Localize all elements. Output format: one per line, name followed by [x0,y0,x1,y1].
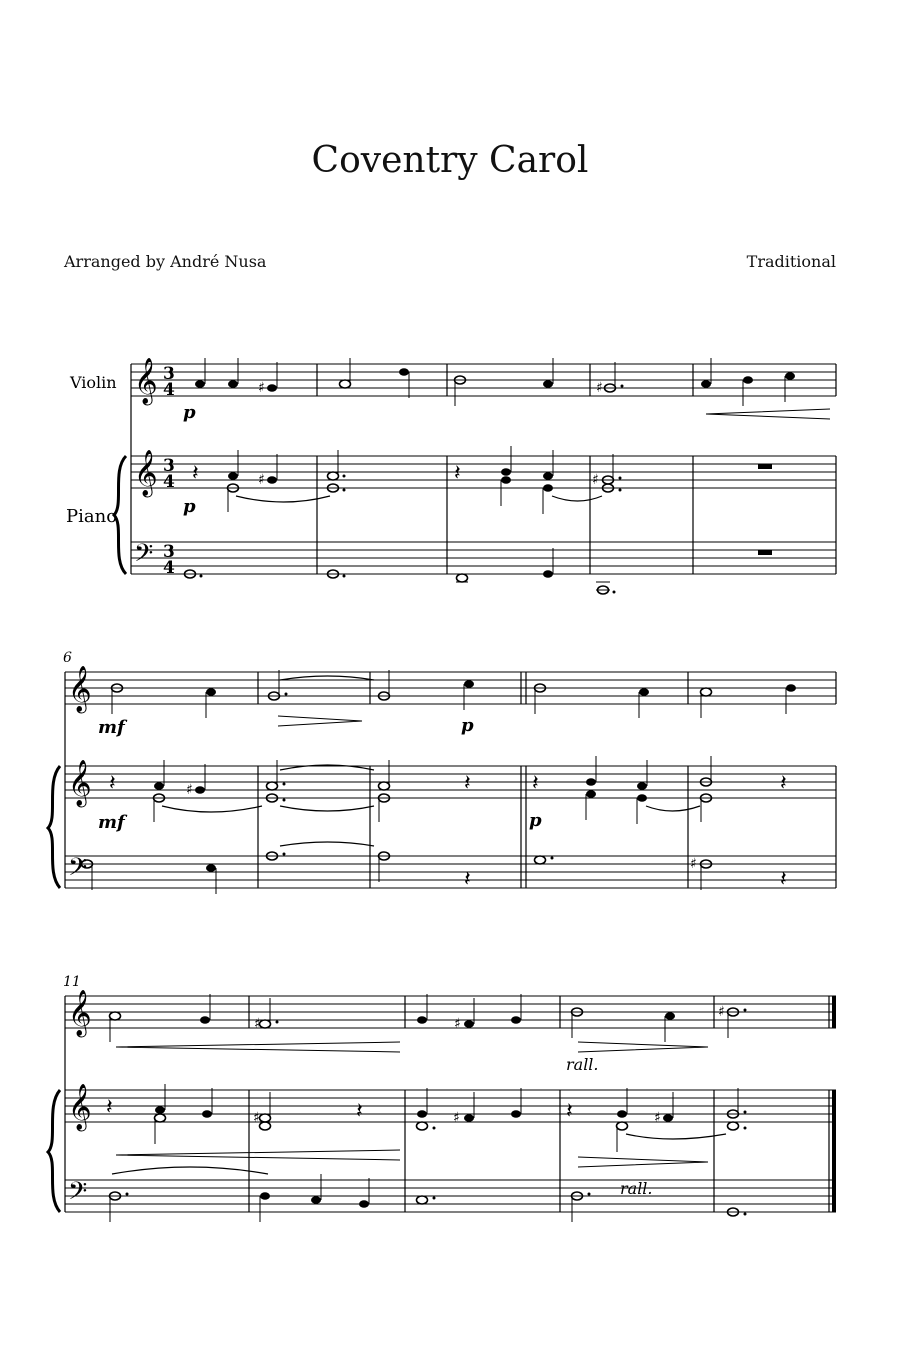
treble-clef-icon: 𝄞 [68,760,92,806]
composer-credit: Traditional [746,252,836,271]
svg-text:𝄽: 𝄽 [106,1095,113,1120]
dynamic-marking: p [461,715,474,736]
piano-brace [48,766,60,888]
svg-text:♯: ♯ [258,472,265,488]
violin-staff [65,672,836,704]
piano-treble-staff [131,456,836,488]
bass-clef-icon: 𝄢 [68,1177,88,1212]
svg-text:♯: ♯ [690,856,697,872]
treble-clef-icon: 𝄞 [134,450,158,496]
violin-notes [112,670,797,718]
time-sig-bottom: 4 [163,558,175,578]
svg-text:𝄽: 𝄽 [532,771,539,796]
svg-text:♯: ♯ [592,472,599,488]
piano-rh-notes [106,1084,747,1152]
svg-text:♯: ♯ [258,380,265,396]
score-title: Coventry Carol [311,140,589,181]
svg-text:𝄽: 𝄽 [566,1099,573,1124]
svg-text:𝄽: 𝄽 [192,461,199,486]
rall-marking: rall. [566,1055,599,1074]
rall-marking: rall. [620,1179,653,1198]
svg-text:𝄽: 𝄽 [109,771,116,796]
piano-lh-notes [82,842,787,894]
svg-text:♯: ♯ [254,1016,261,1032]
svg-text:𝄽: 𝄽 [780,771,787,796]
piano-brace [48,1090,60,1212]
dynamic-marking: p [529,810,542,831]
dynamic-marking: mf [98,812,125,833]
svg-text:♯: ♯ [718,1004,725,1020]
decrescendo-hairpin [278,716,362,726]
treble-clef-icon: 𝄞 [68,666,92,712]
time-sig-top: 3 [163,542,175,562]
violin-label: Violin [70,373,117,392]
svg-text:𝄽: 𝄽 [780,867,787,892]
piano-lh-notes [185,548,773,594]
arranger-credit: Arranged by André Nusa [64,252,267,271]
time-sig-bottom: 4 [163,380,175,400]
bass-clef-icon: 𝄢 [68,853,88,888]
piano-treble-staff [65,766,836,798]
violin-staff [131,364,836,396]
svg-text:♯: ♯ [253,1110,260,1126]
svg-text:𝄽: 𝄽 [454,461,461,486]
crescendo-hairpin [116,1042,400,1052]
dynamic-marking: p [183,496,196,517]
treble-clef-icon: 𝄞 [134,358,158,404]
decrescendo-hairpin [578,1157,708,1167]
svg-text:♯: ♯ [186,782,193,798]
svg-text:𝄽: 𝄽 [464,867,471,892]
system-1 [114,358,836,594]
violin-notes [110,994,747,1042]
system-3 [48,974,836,1222]
time-sig-top: 3 [163,364,175,384]
system-2 [48,650,836,894]
time-sig-top: 3 [163,456,175,476]
treble-clef-icon: 𝄞 [68,990,92,1036]
crescendo-hairpin [116,1150,400,1160]
svg-text:𝄽: 𝄽 [356,1099,363,1124]
svg-text:♯: ♯ [453,1110,460,1126]
piano-bass-staff [65,1180,836,1212]
violin-notes [195,358,795,406]
svg-text:♯: ♯ [454,1016,461,1032]
piano-bass-staff [131,542,836,574]
piano-treble-staff [65,1090,836,1122]
svg-text:𝄽: 𝄽 [464,771,471,796]
time-sig-bottom: 4 [163,472,175,492]
measure-number: 6 [63,650,72,666]
svg-text:♯: ♯ [596,380,603,396]
crescendo-hairpin [706,409,830,419]
decrescendo-hairpin [578,1042,708,1052]
svg-text:♯: ♯ [654,1110,661,1126]
piano-label: Piano [66,506,118,527]
treble-clef-icon: 𝄞 [68,1084,92,1130]
measure-number: 11 [63,974,81,990]
dynamic-marking: mf [98,717,125,738]
bass-clef-icon: 𝄢 [134,539,154,574]
dynamic-marking: p [183,402,196,423]
piano-bass-staff [65,856,836,888]
